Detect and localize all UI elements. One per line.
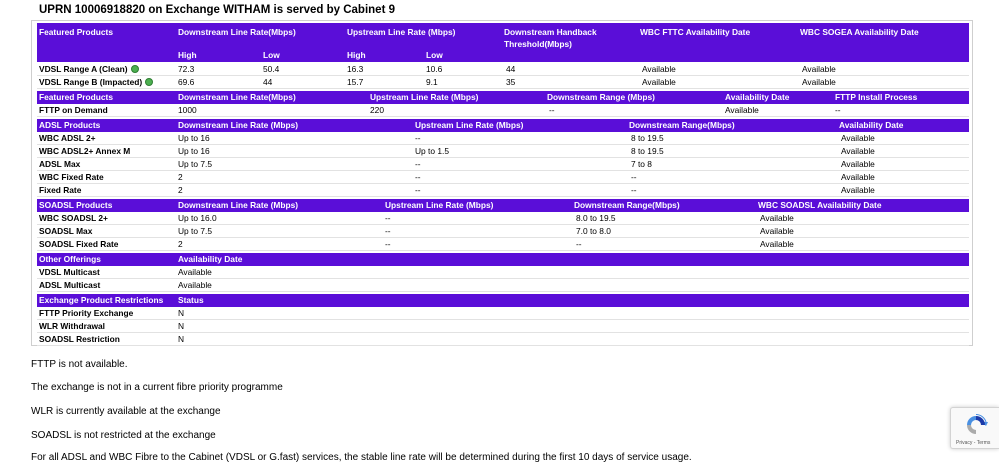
product-name: WBC ADSL 2+ [39,133,96,143]
other-availability: Available [178,267,212,277]
product-name: ADSL Max [39,159,81,169]
upstream-low: 10.6 [426,64,443,74]
table-row [37,266,969,279]
soadsl-availability: Available [760,226,794,236]
restriction-status: N [178,321,185,331]
soadsl-availability: Available [760,239,794,249]
soadsl-upstream-header: Upstream Line Rate (Mbps) [385,200,494,210]
downstream-high-label: High [178,50,197,60]
adsl-range: -- [631,172,637,182]
adsl-range: 8 to 19.5 [631,146,664,156]
sogea-availability: Available [802,77,836,87]
table-row [37,158,969,171]
adsl-downstream: 2 [178,172,183,182]
table-row [37,238,969,251]
recaptcha-badge[interactable] [950,407,999,449]
restrictions-header: Exchange Product Restrictions [39,295,164,305]
restriction-status: N [178,334,185,344]
adsl-range: 7 to 8 [631,159,652,169]
adsl-upstream: -- [415,133,421,143]
soadsl-upstream: -- [385,226,391,236]
product-name: WBC Fixed Rate [39,172,104,182]
soadsl-products-header: SOADSL Products [39,200,113,210]
fttp-install-header: FTTP Install Process [835,92,918,102]
recaptcha-terms-link[interactable]: Privacy - Terms [956,440,991,446]
other-offerings-header: Other Offerings [39,254,101,264]
adsl-range: -- [631,185,637,195]
fttp-upstream-header: Upstream Line Rate (Mbps) [370,92,479,102]
adsl-availability: Available [841,133,875,143]
adsl-downstream-header: Downstream Line Rate (Mbps) [178,120,299,130]
soadsl-header-row [37,199,969,212]
upstream-high: 16.3 [347,64,364,74]
leaf-icon[interactable] [131,65,139,73]
product-name: ADSL Multicast [39,280,101,290]
fttp-upstream: 220 [370,105,384,115]
adsl-upstream-header: Upstream Line Rate (Mbps) [415,120,524,130]
product-name: Fixed Rate [39,185,82,195]
restrictions-header-row [37,294,969,307]
soadsl-availability-header: WBC SOADSL Availability Date [758,200,882,210]
table-row [37,76,969,89]
fttp-downstream: 1000 [178,105,197,115]
table-row [37,145,969,158]
table-row [37,212,969,225]
sogea-availability: Available [802,64,836,74]
upstream-high-label: High [347,50,366,60]
upstream-low: 9.1 [426,77,438,87]
page-title: UPRN 10006918820 on Exchange WITHAM is served by Cabinet 9 [39,4,395,16]
featured-products-header: Featured Products [39,27,113,37]
downstream-high: 72.3 [178,64,195,74]
fttp-note: FTTP is not available. [31,359,128,370]
fttp-install: -- [835,105,841,115]
adsl-availability: Available [841,185,875,195]
leaf-icon[interactable] [145,78,153,86]
handback-threshold: 35 [506,77,516,87]
downstream-low: 44 [263,77,273,87]
product-name: FTTP on Demand [39,105,108,115]
fttp-availability-header: Availability Date [725,92,790,102]
soadsl-downstream: Up to 7.5 [178,226,212,236]
adsl-availability: Available [841,159,875,169]
wlr-note: WLR is currently available at the exchange [31,406,221,417]
adsl-upstream: -- [415,159,421,169]
soadsl-range: -- [576,239,582,249]
adsl-products-header: ADSL Products [39,120,101,130]
soadsl-downstream: 2 [178,239,183,249]
featured-header-row [37,23,969,52]
soadsl-range-header: Downstream Range(Mbps) [574,200,680,210]
downstream-low-label: Low [263,50,280,60]
other-availability-header: Availability Date [178,254,243,264]
soadsl-downstream: Up to 16.0 [178,213,217,223]
fttc-availability: Available [642,64,676,74]
table-row [37,320,969,333]
featured-subheader-row [37,49,969,62]
fttc-availability: Available [642,77,676,87]
sogea-availability-header: WBC SOGEA Availability Date [800,27,919,37]
product-name: SOADSL Max [39,226,93,236]
soadsl-upstream: -- [385,239,391,249]
product-name: SOADSL Fixed Rate [39,239,119,249]
fttp-header-row [37,91,969,104]
soadsl-range: 8.0 to 19.5 [576,213,616,223]
product-name: WBC SOADSL 2+ [39,213,108,223]
adsl-downstream: Up to 16 [178,133,210,143]
soadsl-availability: Available [760,213,794,223]
soadsl-downstream-header: Downstream Line Rate (Mbps) [178,200,299,210]
restriction-name: WLR Withdrawal [39,321,105,331]
restrictions-status-header: Status [178,295,204,305]
recaptcha-icon [964,413,988,437]
adsl-availability: Available [841,146,875,156]
fttp-downstream-header: Downstream Line Rate(Mbps) [178,92,296,102]
restriction-status: N [178,308,185,318]
table-row [37,279,969,292]
fttp-products-header: Featured Products [39,92,113,102]
adsl-range-header: Downstream Range(Mbps) [629,120,735,130]
adsl-downstream: Up to 16 [178,146,210,156]
fttp-range: -- [549,105,555,115]
table-row [37,225,969,238]
soadsl-note: SOADSL is not restricted at the exchange [31,430,216,441]
adsl-upstream: -- [415,185,421,195]
soadsl-upstream: -- [385,213,391,223]
table-row [37,171,969,184]
product-name: WBC ADSL2+ Annex M [39,146,131,156]
other-header-row [37,253,969,266]
restriction-name: SOADSL Restriction [39,334,120,344]
fibre-priority-note: The exchange is not in a current fibre priority programme [31,382,283,393]
adsl-upstream: Up to 1.5 [415,146,449,156]
product-name: VDSL Range A (Clean) [39,64,128,74]
downstream-rate-header: Downstream Line Rate(Mbps) [178,27,296,37]
table-row [37,333,969,346]
table-row [37,184,969,197]
line-rate-note: For all ADSL and WBC Fibre to the Cabinet (VDSL or G.fast) services, the stable line rate will be determined during the first 10 days of service usage. [31,452,692,463]
adsl-upstream: -- [415,172,421,182]
product-name: VDSL Multicast [39,267,100,277]
table-row [37,104,969,117]
handback-threshold: 44 [506,64,516,74]
table-row [37,63,969,76]
upstream-rate-header: Upstream Line Rate (Mbps) [347,27,456,37]
soadsl-range: 7.0 to 8.0 [576,226,611,236]
adsl-downstream: 2 [178,185,183,195]
handback-threshold-header: Downstream Handback Threshold(Mbps) [504,27,597,49]
fttp-availability: Available [725,105,759,115]
table-row [37,132,969,145]
adsl-availability-header: Availability Date [839,120,904,130]
upstream-high: 15.7 [347,77,364,87]
product-name: VDSL Range B (Impacted) [39,77,143,87]
adsl-downstream: Up to 7.5 [178,159,212,169]
adsl-range: 8 to 19.5 [631,133,664,143]
fttc-availability-header: WBC FTTC Availability Date [640,27,751,37]
upstream-low-label: Low [426,50,443,60]
downstream-low: 50.4 [263,64,280,74]
adsl-availability: Available [841,172,875,182]
restriction-name: FTTP Priority Exchange [39,308,134,318]
table-row [37,307,969,320]
adsl-header-row [37,119,969,132]
other-availability: Available [178,280,212,290]
downstream-high: 69.6 [178,77,195,87]
fttp-range-header: Downstream Range (Mbps) [547,92,655,102]
